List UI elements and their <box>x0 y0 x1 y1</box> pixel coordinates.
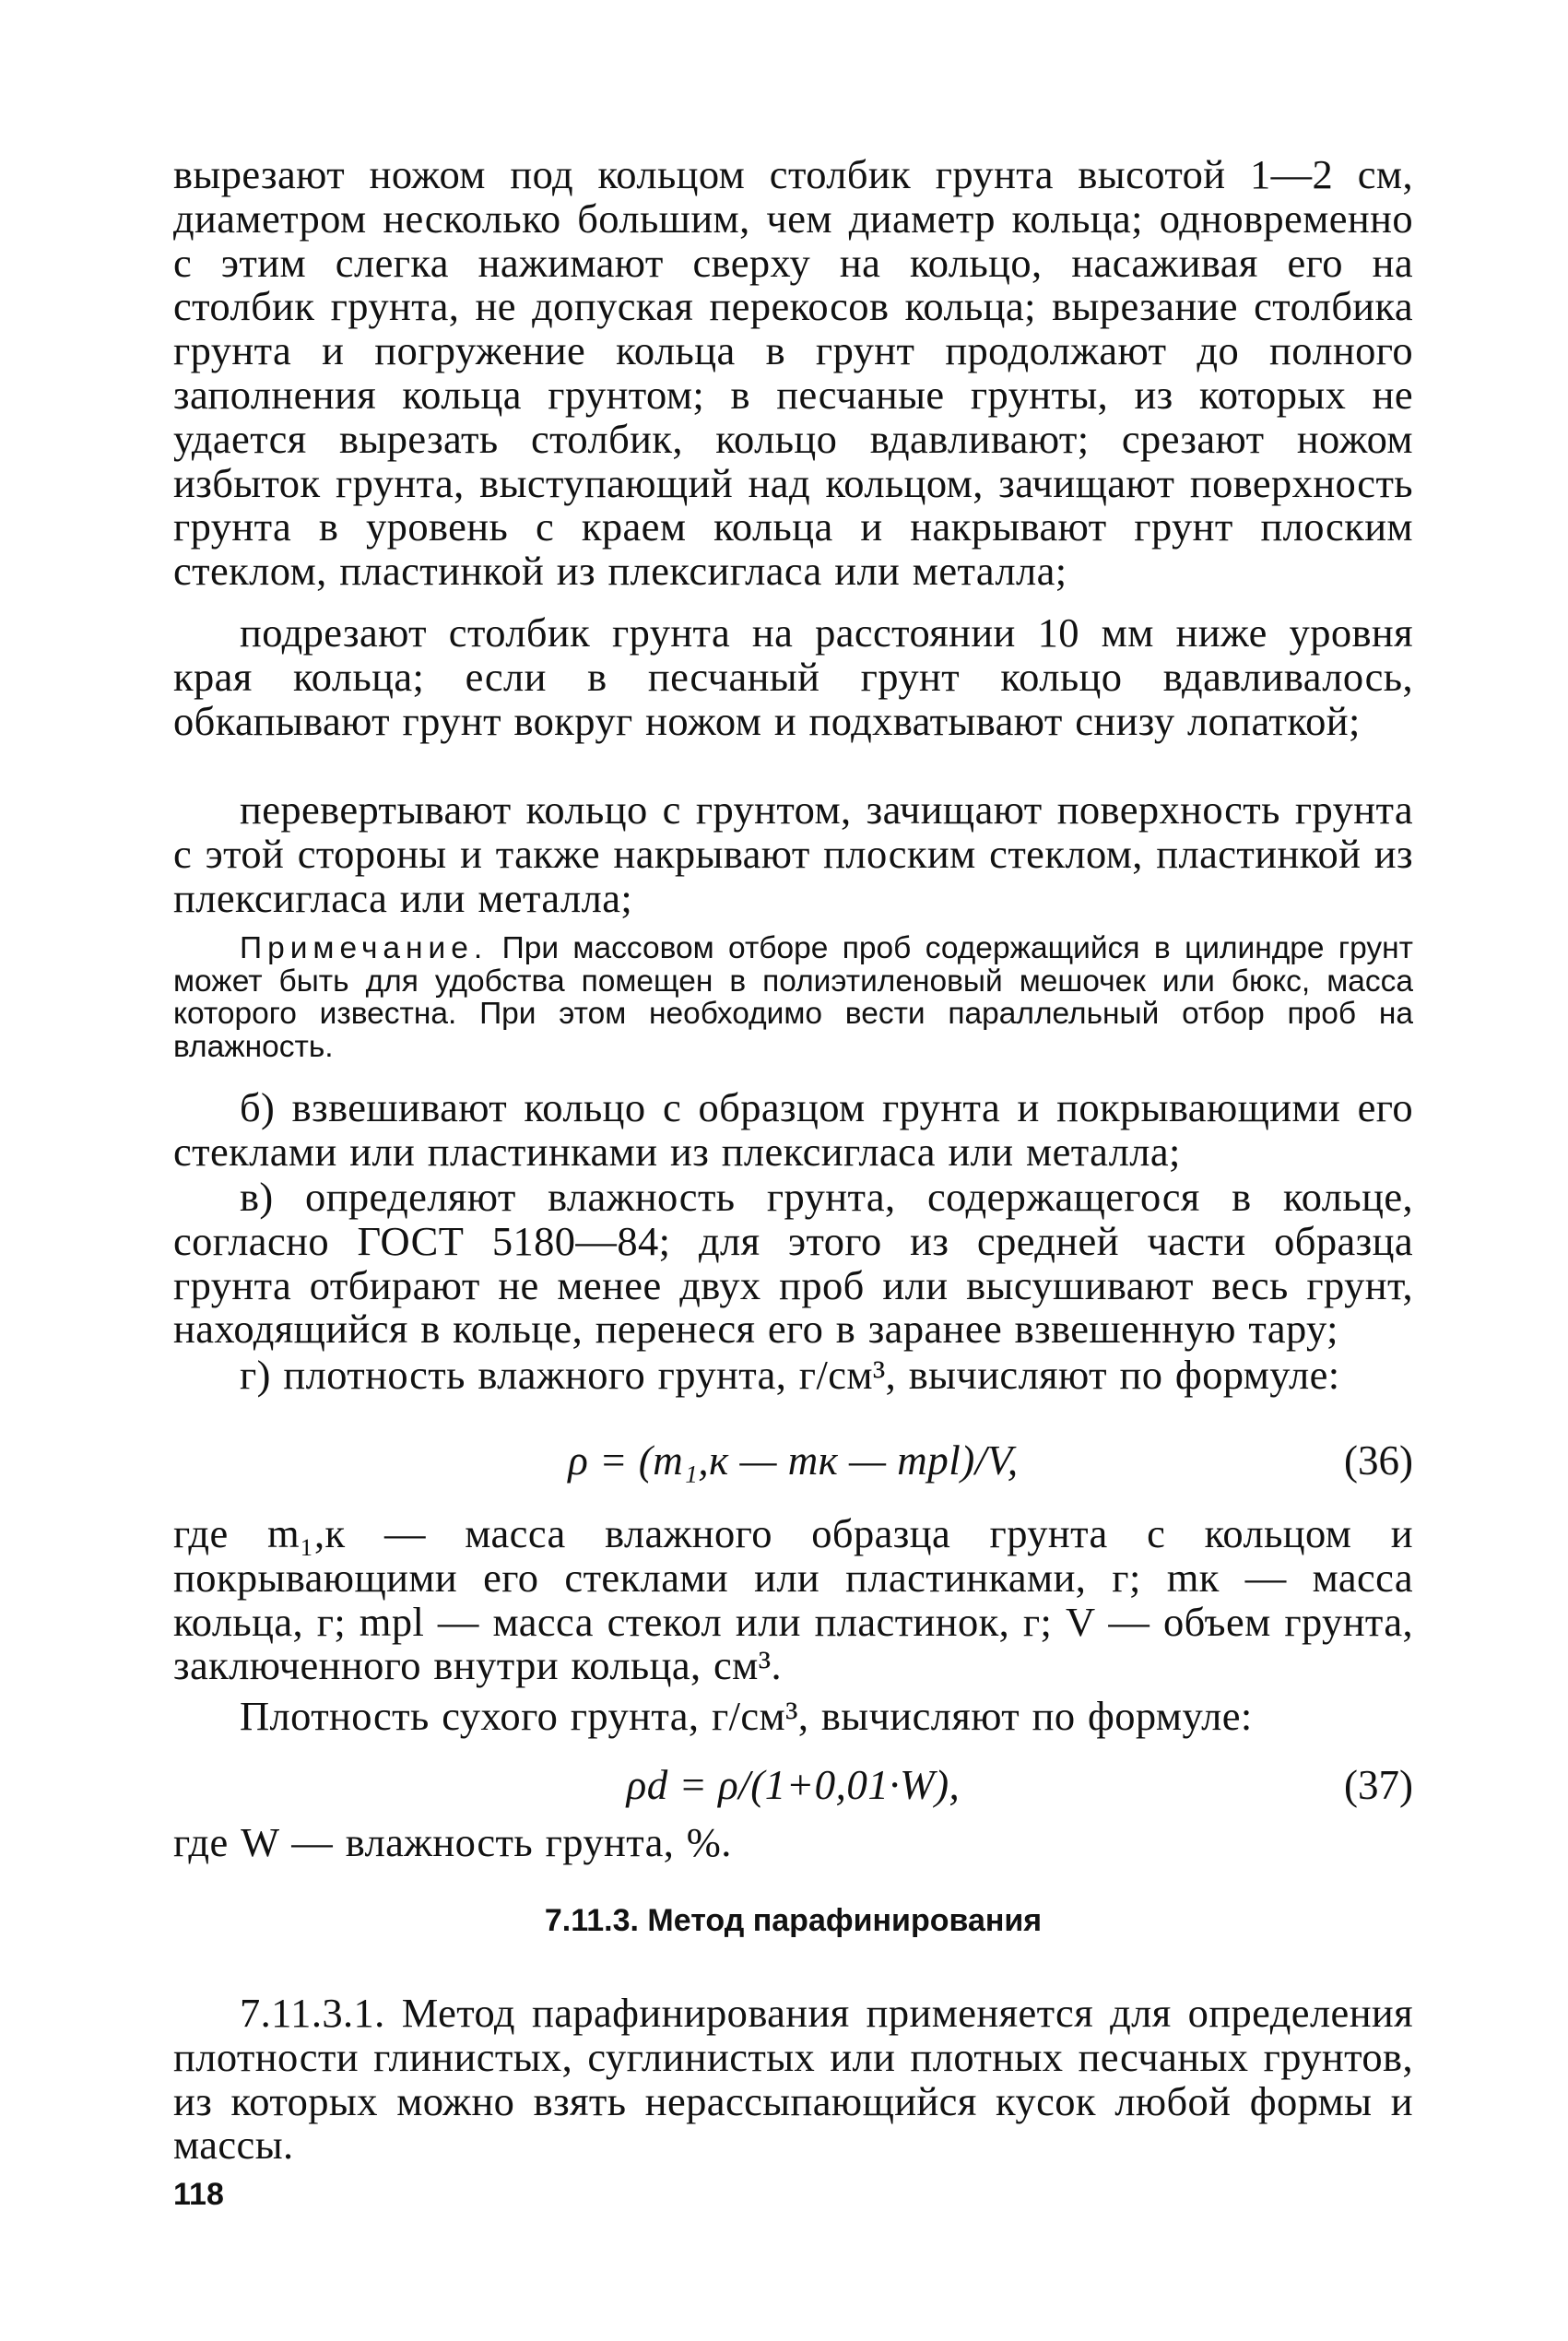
paragraph-where-37 <box>173 1821 1413 1865</box>
paragraph-text: где m₁,к — масса влажного образца грунта с кольцом и покрывающими его стеклами или пластинками, г; mк — масса кольца, г; mpl — масса стекол или пластинок, г; V — объем грунта, заключенного внутри кольца, см³. <box>173 1510 1413 1689</box>
paragraph-where-36 <box>173 1512 1413 1688</box>
paragraph-text: в) определяют влажность грунта, содержащегося в кольце, согласно ГОСТ 5180—84; для этого из средней части образца грунта отбирают не менее двух проб или высушивают весь грунт, находящийся в кольце, перенеся его в заранее взвешенную тару; <box>173 1174 1413 1353</box>
paragraph-undercut <box>173 611 1413 743</box>
section-heading: 7.11.3. Метод парафинирования <box>544 1903 1043 1938</box>
page-number: 118 <box>173 2177 224 2212</box>
paragraph-text: вырезают ножом под кольцом столбик грунта высотой 1—2 см, диаметром несколько большим, чем диаметр кольца; одновременно с этим слегка нажимают сверху на кольцо, насаживая его на столбик грунта, не допуская перекосов кольца; вырезание столбика грунта и погружение кольца в грунт продолжают до полного заполнения кольца грунтом; в песчаные грунты, из которых не удается вырезать столбик, кольцо вдавливают; срезают ножом избыток грунта, выступающий над кольцом, зачищают поверхность грунта в уровень с краем кольца и накрывают грунт плоским стеклом, пластинкой из плексигласа или металла; <box>173 151 1413 595</box>
paragraph-wet-density <box>173 1354 1413 1398</box>
formula-36 <box>173 1438 1413 1483</box>
note-text: При массовом отборе проб содержащийся в цилиндре грунт может быть для удобства помещен в полиэтиленовый мешочек или бюкс, масса которого известна. При этом необходимо вести параллельный отбор проб на влажность. <box>173 931 1413 1064</box>
formula-number: (36) <box>1344 1437 1413 1484</box>
paragraph-text: 7.11.3.1. Метод парафинирования применяется для определения плотности глинистых, суглинистых или плотных песчаных грунтов, из которых можно взять нерассыпающийся кусок любой формы и массы. <box>173 1990 1413 2169</box>
paragraph-text: Плотность сухого грунта, г/см³, вычисляют по формуле: <box>240 1693 1253 1739</box>
paragraph-ring-cutting <box>173 153 1413 594</box>
paragraph-flip-ring <box>173 788 1413 920</box>
paragraph-text: перевертывают кольцо с грунтом, зачищают поверхность грунта с этой стороны и также накрывают плоским стеклом, пластинкой из плексигласа или металла; <box>173 786 1413 921</box>
paragraph-text: подрезают столбик грунта на расстоянии 10 мм ниже уровня края кольца; если в песчаный грунт кольцо вдавливалось, обкапывают грунт вокруг ножом и подхватывают снизу лопаткой; <box>173 609 1413 744</box>
formula-expression: ρd = ρ/(1+0,01·W), <box>626 1762 961 1808</box>
paragraph-text: где W — влажность грунта, %. <box>173 1819 732 1865</box>
paragraph-weigh <box>173 1086 1413 1175</box>
paragraph-paraffin-method <box>173 1992 1413 2168</box>
note-label: Примечание. <box>240 931 489 965</box>
paragraph-dry-density <box>173 1695 1413 1739</box>
formula-expression: ρ = (m₁,к — mк — mpl)/V, <box>568 1437 1019 1484</box>
paragraph-text: б) взвешивают кольцо с образцом грунта и покрывающими его стеклами или пластинками из плексигласа или металла; <box>173 1084 1413 1175</box>
formula-number: (37) <box>1344 1762 1413 1808</box>
paragraph-text: г) плотность влажного грунта, г/см³, вычисляют по формуле: <box>240 1352 1340 1398</box>
note-block <box>173 932 1413 1063</box>
formula-37 <box>173 1763 1413 1807</box>
paragraph-moisture <box>173 1176 1413 1352</box>
